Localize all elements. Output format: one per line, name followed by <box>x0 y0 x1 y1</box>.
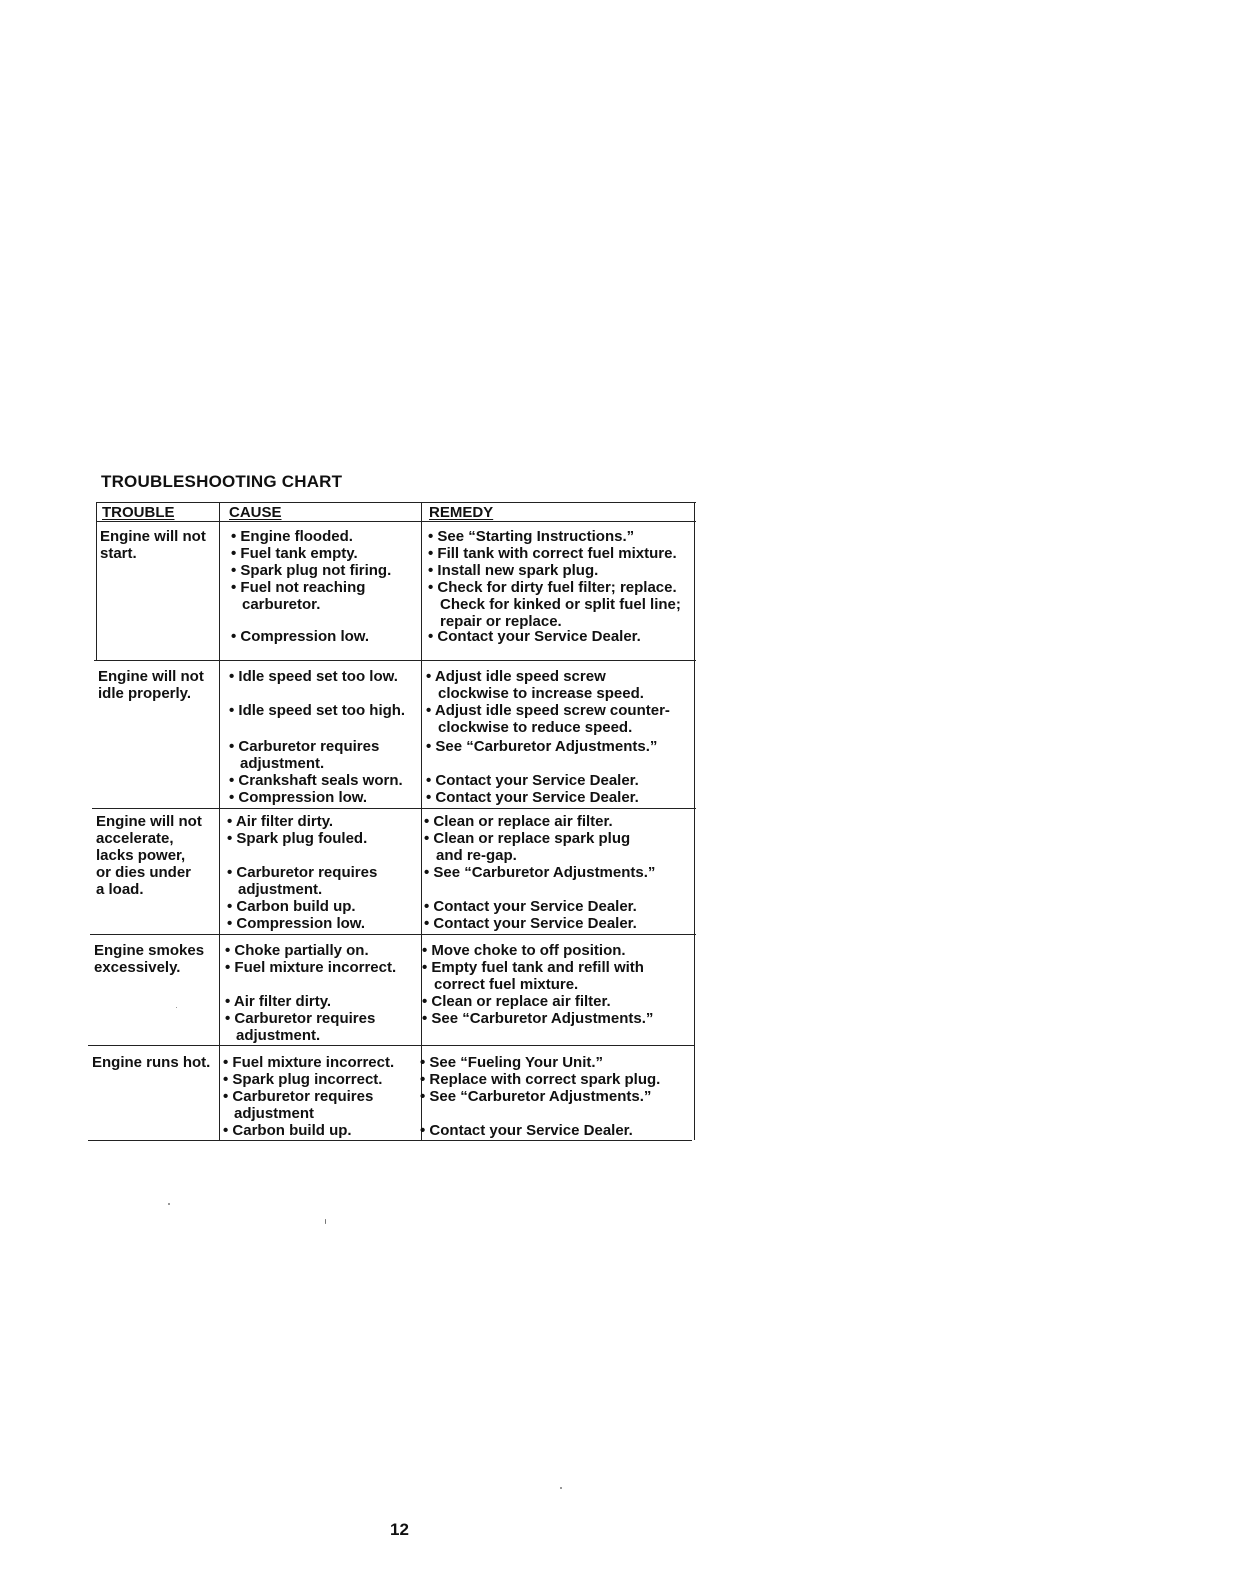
scan-speck <box>176 1007 177 1008</box>
remedy-line: • Install new spark plug. <box>428 562 599 579</box>
cause-line: adjustment. <box>240 755 325 772</box>
header-remedy: REMEDY <box>429 504 494 521</box>
remedy-line: • Check for dirty fuel filter; replace. <box>428 579 677 596</box>
cause-line: adjustment. <box>238 881 323 898</box>
cause-line: • Choke partially on. <box>225 942 369 959</box>
remedy-line: • Contact your Service Dealer. <box>424 915 637 932</box>
remedy-line: • See “Carburetor Adjustments.” <box>422 1010 654 1027</box>
remedy-line: and re-gap. <box>436 847 517 864</box>
scan-speck <box>168 1203 170 1205</box>
table-left-border <box>96 502 97 660</box>
table-top-border <box>96 502 696 503</box>
row-divider <box>94 660 696 661</box>
cause-line: • Idle speed set too high. <box>229 702 406 719</box>
trouble-line: Engine smokes <box>94 942 205 959</box>
cause-line: • Carburetor requires <box>229 738 380 755</box>
row-divider <box>92 808 696 809</box>
header-trouble: TROUBLE <box>102 504 175 521</box>
scan-speck <box>560 1487 562 1489</box>
cause-line: • Spark plug incorrect. <box>223 1071 383 1088</box>
cause-line: • Air filter dirty. <box>227 813 334 830</box>
remedy-line: • Contact your Service Dealer. <box>424 898 637 915</box>
remedy-line: • Empty fuel tank and refill with <box>422 959 644 976</box>
cause-line: • Spark plug fouled. <box>227 830 368 847</box>
trouble-line: Engine will not <box>100 528 206 545</box>
header-bottom-border <box>96 521 696 522</box>
remedy-line: • Contact your Service Dealer. <box>426 789 639 806</box>
remedy-line: clockwise to increase speed. <box>438 685 644 702</box>
remedy-line: • Clean or replace air filter. <box>424 813 613 830</box>
scan-speck <box>325 1219 326 1224</box>
trouble-line: Engine will not <box>96 813 202 830</box>
remedy-line: • Move choke to off position. <box>422 942 626 959</box>
cause-line: • Fuel mixture incorrect. <box>223 1054 395 1071</box>
cause-line: • Crankshaft seals worn. <box>229 772 403 789</box>
column-divider <box>421 502 422 1140</box>
remedy-line: clockwise to reduce speed. <box>438 719 633 736</box>
trouble-line: Engine will not <box>98 668 204 685</box>
trouble-line: idle properly. <box>98 685 192 702</box>
remedy-line: • Fill tank with correct fuel mixture. <box>428 545 677 562</box>
cause-line: carburetor. <box>242 596 321 613</box>
table-right-border <box>694 502 695 1140</box>
remedy-line: • Contact your Service Dealer. <box>428 628 641 645</box>
remedy-line: • Clean or replace spark plug <box>424 830 631 847</box>
remedy-line: • Adjust idle speed screw <box>426 668 606 685</box>
cause-line: • Compression low. <box>229 789 368 806</box>
remedy-line: • See “Starting Instructions.” <box>428 528 635 545</box>
page-number: 12 <box>390 1520 409 1539</box>
trouble-line: Engine runs hot. <box>92 1054 211 1071</box>
cause-line: • Carbon build up. <box>223 1122 352 1139</box>
trouble-line: start. <box>100 545 137 562</box>
row-divider <box>90 934 696 935</box>
chart-title: TROUBLESHOOTING CHART <box>101 472 343 491</box>
trouble-line: a load. <box>96 881 144 898</box>
cause-line: adjustment. <box>236 1027 321 1044</box>
row-divider <box>88 1045 694 1046</box>
cause-line: • Fuel tank empty. <box>231 545 358 562</box>
cause-line: • Engine flooded. <box>231 528 353 545</box>
table-bottom-border <box>88 1140 692 1141</box>
remedy-line: • Contact your Service Dealer. <box>420 1122 633 1139</box>
cause-line: • Carbon build up. <box>227 898 356 915</box>
remedy-line: • Clean or replace air filter. <box>422 993 611 1010</box>
cause-line: • Fuel not reaching <box>231 579 366 596</box>
trouble-line: lacks power, <box>96 847 186 864</box>
cause-line: • Compression low. <box>227 915 366 932</box>
remedy-line: • See “Carburetor Adjustments.” <box>424 864 656 881</box>
cause-line: • Carburetor requires <box>227 864 378 881</box>
remedy-line: Check for kinked or split fuel line; <box>440 596 681 613</box>
remedy-line: • Replace with correct spark plug. <box>420 1071 661 1088</box>
cause-line: adjustment <box>234 1105 315 1122</box>
remedy-line: • See “Carburetor Adjustments.” <box>426 738 658 755</box>
header-cause: CAUSE <box>229 504 282 521</box>
trouble-line: or dies under <box>96 864 192 881</box>
cause-line: • Compression low. <box>231 628 370 645</box>
cause-line: • Fuel mixture incorrect. <box>225 959 397 976</box>
remedy-line: • See “Carburetor Adjustments.” <box>420 1088 652 1105</box>
cause-line: • Spark plug not firing. <box>231 562 392 579</box>
column-divider <box>219 502 220 1140</box>
trouble-line: excessively. <box>94 959 181 976</box>
remedy-line: • Contact your Service Dealer. <box>426 772 639 789</box>
cause-line: • Idle speed set too low. <box>229 668 398 685</box>
remedy-line: • Adjust idle speed screw counter- <box>426 702 670 719</box>
troubleshooting-table <box>88 502 696 1142</box>
cause-line: • Air filter dirty. <box>225 993 332 1010</box>
remedy-line: • See “Fueling Your Unit.” <box>420 1054 604 1071</box>
cause-line: • Carburetor requires <box>223 1088 374 1105</box>
remedy-line: correct fuel mixture. <box>434 976 579 993</box>
trouble-line: accelerate, <box>96 830 174 847</box>
cause-line: • Carburetor requires <box>225 1010 376 1027</box>
remedy-line: repair or replace. <box>440 613 562 630</box>
